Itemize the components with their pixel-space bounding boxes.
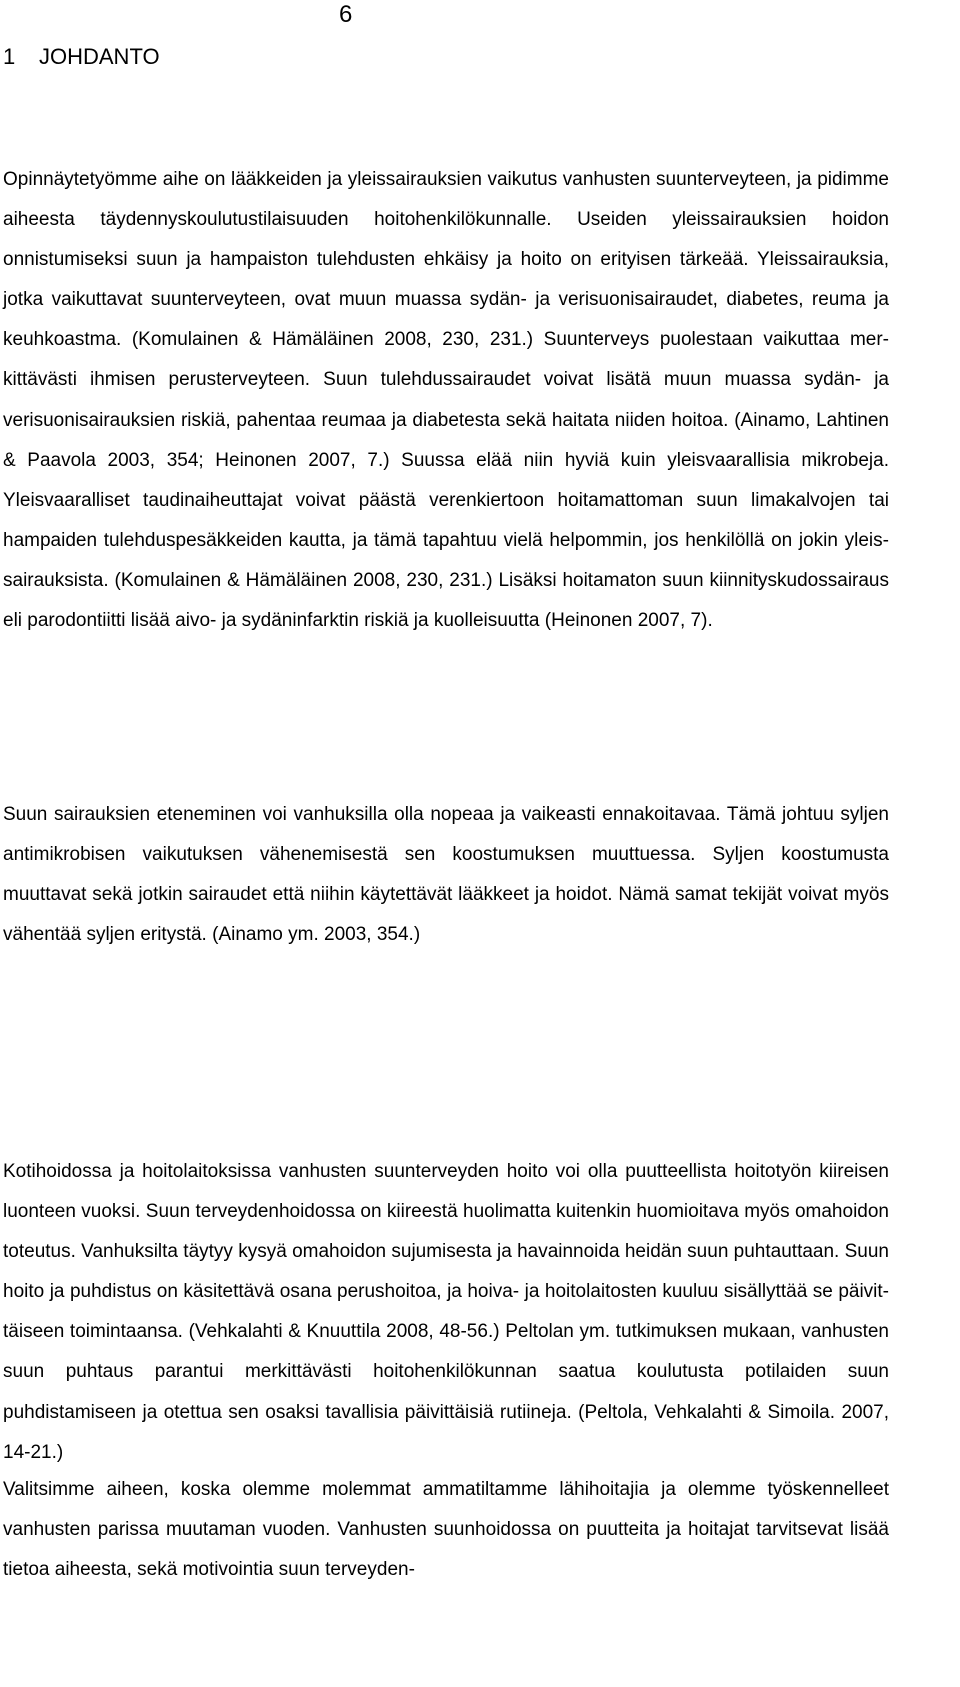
paragraph-2: Suun sairauksien eteneminen voi vanhuksilla olla nopeaa ja vaikeasti ennakoitavaa. Tämä johtuu syljen antimikrobisen vaikutuksen vähenemisestä sen koostumuksen muuttuessa. Syljen koostumusta muuttavat sekä jotkin sairaudet että niihin käytettävät lääkkeet ja hoidot. Nämä samat tekijät voivat myös vähentää syljen eritystä. (Ainamo ym. 2003, 354.) [3,804,889,946]
paragraph-4: Valitsimme aiheen, koska olemme molemmat ammatiltamme lähihoitajia ja olemme työskennelleet vanhusten parissa muutaman vuoden. Vanhusten suunhoidossa on puutteita ja hoitajat tarvitsevat lisää tietoa aiheesta, sekä motivointia suun terveyden- [3,1479,889,1581]
page-number: 6 [339,1,353,28]
paragraph-1: Opinnäytetyömme aihe on lääkkeiden ja yleissairauksien vaikutus vanhusten suunterveyteen, ja pidimme aiheesta täydennyskoulutustilaisuuden hoitohenkilökunnalle. Useiden yleissairauksien hoidon onnistumiseksi suun ja hampaiston tulehdusten ehkäisy ja hoito on erityisen tärkeää. Yleissairauksia, jotka vaikuttavat suunterveyteen, ovat muun muassa sydän- ja verisuonisairaudet, diabetes, reuma ja keuhkoastma. (Komulainen & Hämäläinen 2008, 230, 231.) Suunterveys puolestaan vaikuttaa merkittävästi ihmisen perusterveyteen. Suun tulehdussairaudet voivat lisätä muun muassa sydän- ja verisuonisairauksien riskiä, pahentaa reumaa ja diabetesta sekä haitata niiden hoitoa. (Ainamo, Lahtinen & Paavola 2003, 354; Heinonen 2007, 7.) Suussa elää niin hyviä kuin yleisvaarallisia mikrobeja. Yleisvaaralliset taudinaiheuttajat voivat päästä verenkiertoon hoitamattoman suun limakalvojen tai hampaiden tulehduspesäkkeiden kautta, ja tämä tapahtuu vielä helpommin, jos henkilöllä on jokin yleissairauksista. (Komulainen & Hämäläinen 2008, 230, 231.) Lisäksi hoitamaton suun kiinnityskudossairaus eli parodontiitti lisää aivo- ja sydäninfarktin riskiä ja kuolleisuutta (Heinonen 2007, 7). [3,169,889,632]
chapter-number: 1 [3,44,16,69]
chapter-heading [3,42,160,72]
paragraph-3: Kotihoidossa ja hoitolaitoksissa vanhusten suunterveyden hoito voi olla puutteellista hoitotyön kiireisen luonteen vuoksi. Suun terveydenhoidossa on kiireestä huolimatta kuitenkin huomioitava myös omahoidon toteutus. Vanhuksilta täytyy kysyä omahoidon sujumisesta ja havainnoida heidän suun puhtauttaan. Suun hoito ja puhdistus on käsitettävä osana perushoitoa, ja hoiva- ja hoitolaitosten kuuluu sisällyttää se päivittäiseen toimintaansa. (Vehkalahti & Knuuttila 2008, 48-56.) Peltolan ym. tutkimuksen mukaan, vanhusten suun puhtaus parantui merkittävästi hoitohenkilökunnan saatua koulutusta potilaiden suun puhdistamiseen ja otettua sen osaksi tavallisia päivittäisiä rutiineja. (Peltola, Vehkalahti & Simoila. 2007, 14-21.) [3,1161,889,1463]
chapter-title: JOHDANTO [39,44,160,69]
